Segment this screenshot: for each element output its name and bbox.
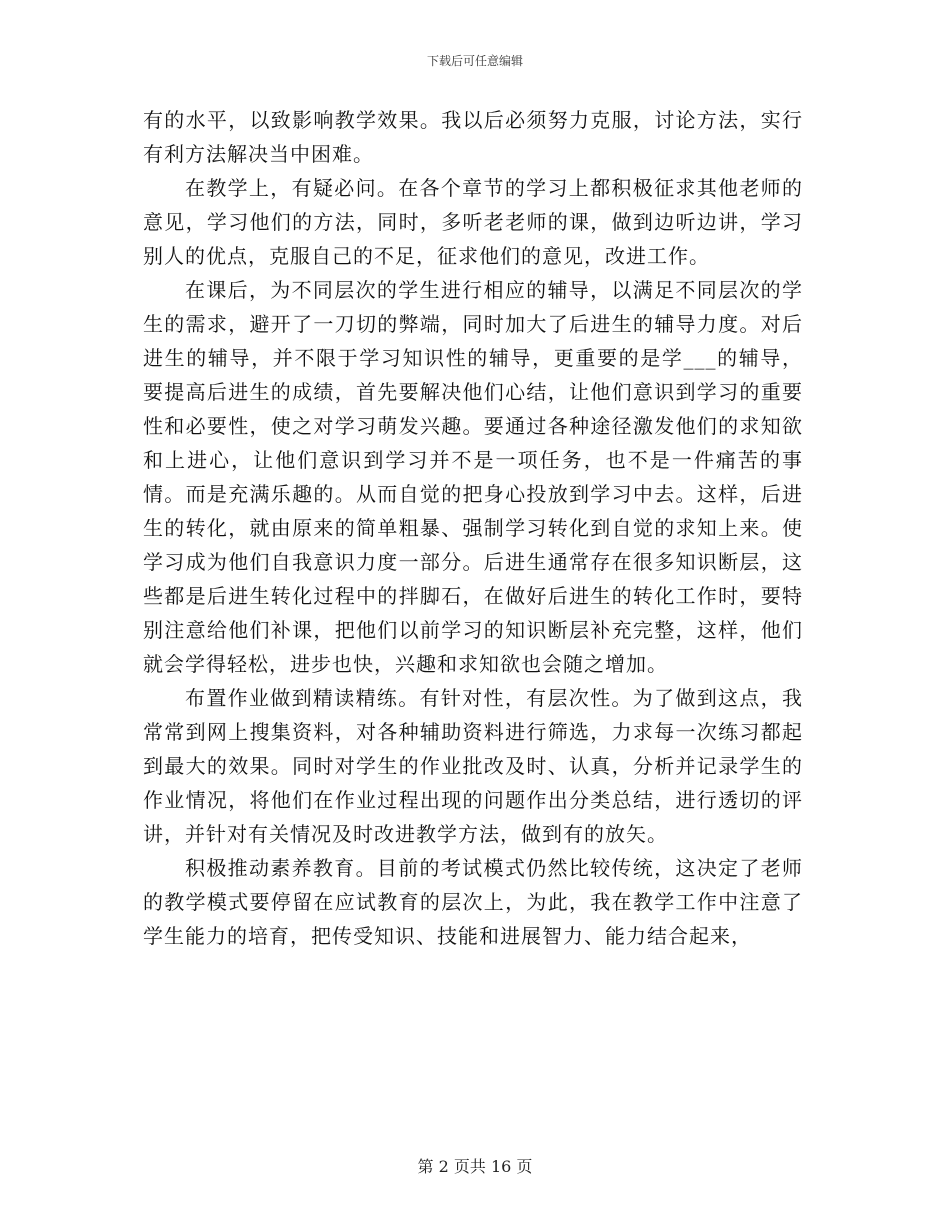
paragraph-after-class-tutoring: 在课后，为不同层次的学生进行相应的辅导，以满足不同层次的学生的需求，避开了一刀切的弊端，同时加大了后进生的辅导力度。对后进生的辅导，并不限于学习知识性的辅导，更重要的是学___的辅导，要提高后进生的成绩，首先要解决他们心结，让他们意识到学习的重要性和必要性，使之对学习萌发兴趣。要通过各种途径激发他们的求知欲和上进心，让他们意识到学习并不是一项任务，也不是一件痛苦的事情。而是充满乐趣的。从而自觉的把身心投放到学习中去。这样，后进生的转化，就由原来的简单粗暴、强制学习转化到自觉的求知上来。使学习成为他们自我意识力度一部分。后进生通常存在很多知识断层，这些都是后进生转化过程中的拌脚石，在做好后进生的转化工作时，要特别注意给他们补课，把他们以前学习的知识断层补充完整，这样，他们就会学得轻松，进步也快，兴趣和求知欲也会随之增加。 [143,278,803,676]
paragraph-continuation: 有的水平，以致影响教学效果。我以后必须努力克服，讨论方法，实行有利方法解决当中困难。 [143,108,803,166]
paragraph-teaching-inquiry: 在教学上，有疑必问。在各个章节的学习上都积极征求其他老师的意见，学习他们的方法，同时，多听老老师的课，做到边听边讲，学习别人的优点，克服自己的不足，征求他们的意见，改进工作。 [143,176,803,268]
page-number: 第 2 页共 16 页 [417,1157,533,1176]
page-header: 下载后可任意编辑 [426,54,523,68]
paragraph-quality-education: 积极推动素养教育。目前的考试模式仍然比较传统，这决定了老师的教学模式要停留在应试教育的层次上，为此，我在教学工作中注意了学生能力的培育，把传受知识、技能和进展智力、能力结合起来， [143,856,803,948]
paragraph-homework: 布置作业做到精读精练。有针对性，有层次性。为了做到这点，我常常到网上搜集资料，对各种辅助资料进行筛选，力求每一次练习都起到最大的效果。同时对学生的作业批改及时、认真，分析并记录学生的作业情况，将他们在作业过程出现的问题作出分类总结，进行透切的评讲，并针对有关情况及时改进教学方法，做到有的放矢。 [143,686,803,846]
document-body [143,103,803,953]
